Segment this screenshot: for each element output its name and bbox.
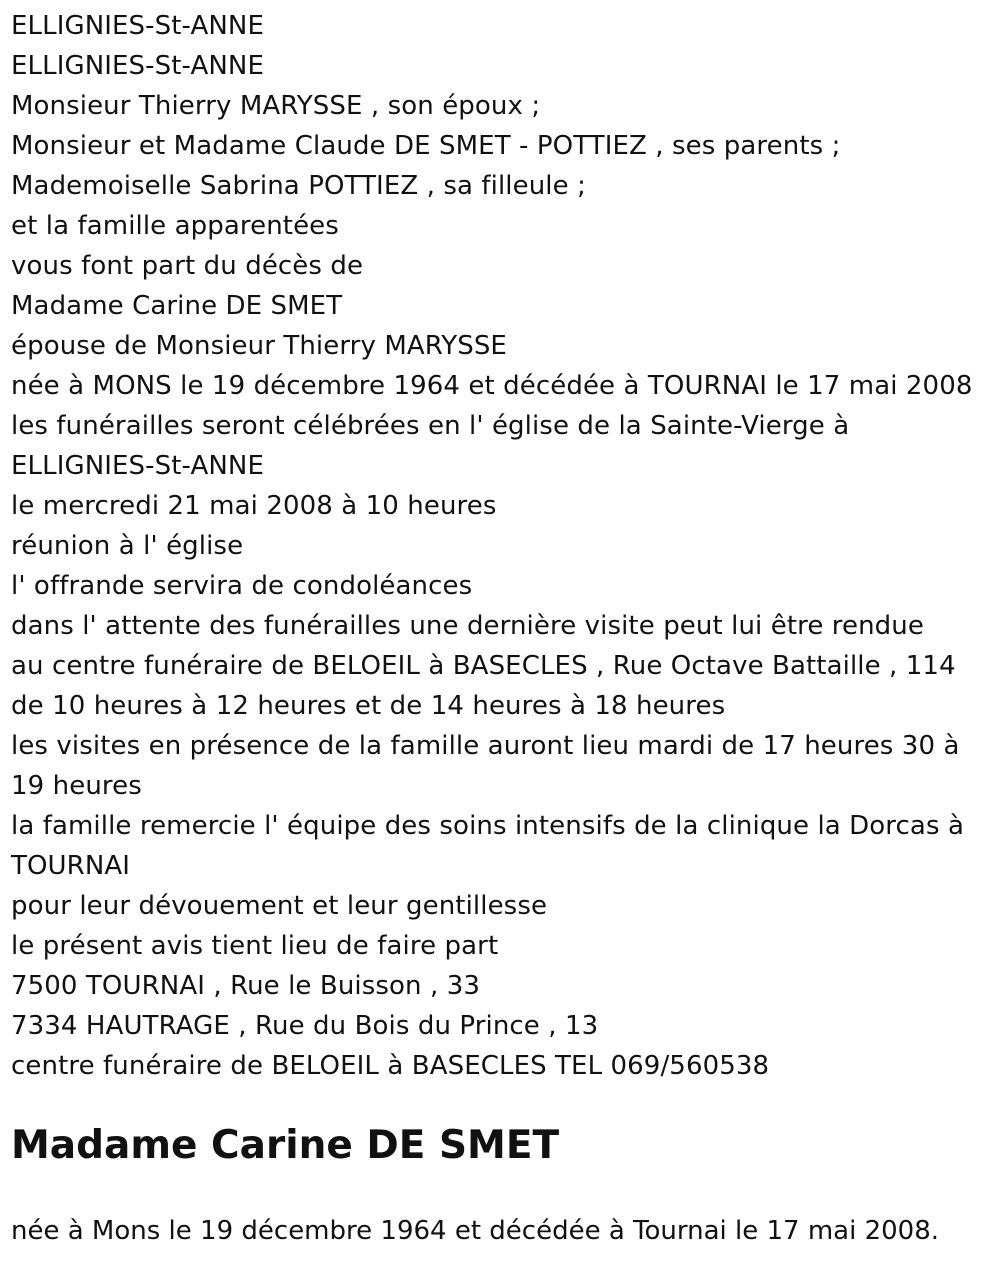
deceased-name-heading: Madame Carine DE SMET [11, 1123, 560, 1168]
funeral-notice-text [11, 6, 991, 1086]
notice-line: Mademoiselle Sabrina POTTIEZ , sa filleule ; [11, 171, 586, 201]
notice-line: l' offrande servira de condoléances [11, 571, 473, 601]
notice-line: et la famille apparentées [11, 211, 339, 241]
notice-line: réunion à l' église [11, 531, 244, 561]
notice-line: la famille remercie l' équipe des soins intensifs de la clinique la Dorcas à [11, 811, 964, 841]
notice-line: 7500 TOURNAI , Rue le Buisson , 33 [11, 971, 480, 1001]
birth-death-summary: née à Mons le 19 décembre 1964 et décédée à Tournai le 17 mai 2008. [11, 1216, 940, 1246]
notice-line: ELLIGNIES-St-ANNE [11, 11, 264, 41]
notice-line: épouse de Monsieur Thierry MARYSSE [11, 331, 507, 361]
notice-line: dans l' attente des funérailles une dernière visite peut lui être rendue [11, 611, 924, 641]
notice-line: pour leur dévouement et leur gentillesse [11, 891, 548, 921]
notice-line: au centre funéraire de BELOEIL à BASECLES , Rue Octave Battaille , 114 [11, 651, 956, 681]
notice-line: de 10 heures à 12 heures et de 14 heures à 18 heures [11, 691, 726, 721]
notice-line: les visites en présence de la famille auront lieu mardi de 17 heures 30 à [11, 731, 960, 761]
notice-line: le présent avis tient lieu de faire part [11, 931, 499, 961]
notice-line: 19 heures [11, 771, 142, 801]
notice-line: Monsieur Thierry MARYSSE , son époux ; [11, 91, 541, 121]
notice-line: les funérailles seront célébrées en l' église de la Sainte-Vierge à [11, 411, 850, 441]
notice-line: ELLIGNIES-St-ANNE [11, 51, 264, 81]
notice-line: Monsieur et Madame Claude DE SMET - POTTIEZ , ses parents ; [11, 131, 841, 161]
notice-line: TOURNAI [11, 851, 131, 881]
notice-line: centre funéraire de BELOEIL à BASECLES TEL 069/560538 [11, 1051, 770, 1081]
notice-line: ELLIGNIES-St-ANNE [11, 451, 264, 481]
notice-line: 7334 HAUTRAGE , Rue du Bois du Prince , 13 [11, 1011, 599, 1041]
notice-line: le mercredi 21 mai 2008 à 10 heures [11, 491, 497, 521]
notice-line: vous font part du décès de [11, 251, 364, 281]
notice-line: Madame Carine DE SMET [11, 291, 343, 321]
notice-line: née à MONS le 19 décembre 1964 et décédée à TOURNAI le 17 mai 2008 [11, 371, 973, 401]
